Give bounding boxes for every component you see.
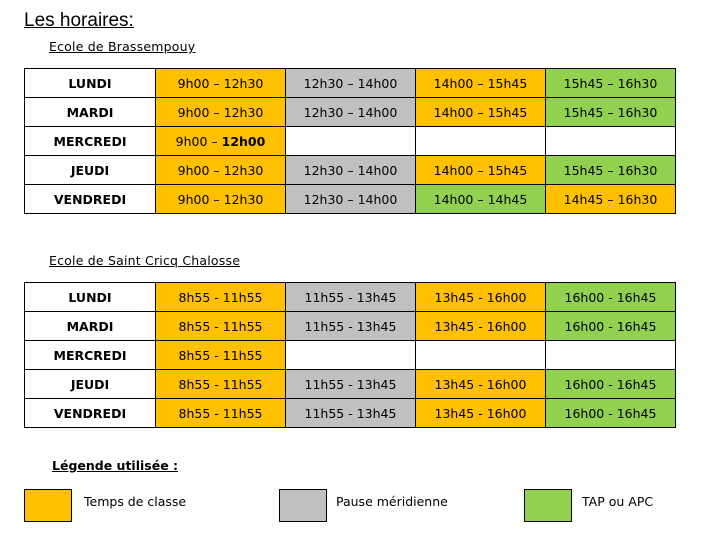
time-slot-cell: [156, 399, 286, 428]
schedule-table-saint-cricq: [24, 282, 676, 428]
time-slot-text: 14h00 – 14h45: [433, 191, 528, 207]
time-slot-text: 16h00 - 16h45: [564, 405, 657, 421]
time-slot-cell: [416, 341, 546, 370]
day-cell: VENDREDI: [25, 185, 156, 214]
time-slot-text: 11h55 - 13h45: [304, 376, 397, 392]
time-slot-text: 9h00 –: [175, 133, 222, 149]
time-slot-text: 9h00 – 12h30: [177, 162, 264, 178]
time-slot-cell: [156, 283, 286, 312]
legend-swatch-pause: [279, 489, 327, 522]
time-slot-cell: [416, 312, 546, 341]
time-slot-cell: [416, 185, 546, 214]
time-slot-cell: [546, 399, 676, 428]
time-slot-text: 13h45 - 16h00: [434, 289, 527, 305]
time-slot-text: 8h55 - 11h55: [178, 405, 263, 421]
schedule-row: [25, 185, 676, 214]
time-slot-text: 8h55 - 11h55: [178, 289, 263, 305]
time-slot-cell: [286, 127, 416, 156]
time-slot-text: 12h30 – 14h00: [303, 75, 398, 91]
time-slot-text: 15h45 – 16h30: [563, 162, 658, 178]
time-slot-bold-text: 12h00: [221, 133, 266, 149]
time-slot-cell: [416, 69, 546, 98]
time-slot-cell: [416, 98, 546, 127]
time-slot-cell: [286, 156, 416, 185]
day-cell: MARDI: [25, 312, 156, 341]
time-slot-text: 16h00 - 16h45: [564, 289, 657, 305]
time-slot-cell: [286, 98, 416, 127]
legend-title: Légende utilisée :: [52, 458, 179, 473]
page-title: Les horaires:: [24, 10, 134, 31]
time-slot-text: 14h00 – 15h45: [433, 162, 528, 178]
time-slot-text: 14h00 – 15h45: [433, 75, 528, 91]
time-slot-cell: [546, 312, 676, 341]
time-slot-cell: [546, 98, 676, 127]
schedule-row: [25, 283, 676, 312]
legend-label-tap: TAP ou APC: [582, 494, 654, 509]
time-slot-cell: [286, 185, 416, 214]
time-slot-text: 15h45 – 16h30: [563, 104, 658, 120]
time-slot-text: 13h45 - 16h00: [434, 318, 527, 334]
time-slot-cell: [156, 127, 286, 156]
time-slot-cell: [156, 341, 286, 370]
time-slot-cell: [286, 283, 416, 312]
time-slot-text: 13h45 - 16h00: [434, 405, 527, 421]
time-slot-cell: [546, 341, 676, 370]
time-slot-cell: [416, 283, 546, 312]
day-cell: MERCREDI: [25, 127, 156, 156]
schedule-row: [25, 312, 676, 341]
time-slot-cell: [156, 370, 286, 399]
time-slot-text: 12h30 – 14h00: [303, 162, 398, 178]
legend-swatch-tap: [524, 489, 572, 522]
time-slot-text: 13h45 - 16h00: [434, 376, 527, 392]
time-slot-cell: [286, 69, 416, 98]
time-slot-cell: [416, 156, 546, 185]
time-slot-text: 12h30 – 14h00: [303, 191, 398, 207]
time-slot-text: 11h55 - 13h45: [304, 289, 397, 305]
time-slot-text: 16h00 - 16h45: [564, 376, 657, 392]
time-slot-text: 9h00 – 12h30: [177, 104, 264, 120]
time-slot-text: 14h00 – 15h45: [433, 104, 528, 120]
time-slot-cell: [156, 156, 286, 185]
time-slot-text: 15h45 – 16h30: [563, 75, 658, 91]
legend-label-class: Temps de classe: [84, 494, 187, 509]
time-slot-cell: [156, 69, 286, 98]
time-slot-cell: [156, 185, 286, 214]
schedule-row: [25, 69, 676, 98]
time-slot-text: 12h30 – 14h00: [303, 104, 398, 120]
day-cell: MERCREDI: [25, 341, 156, 370]
schedule-table-brassempouy: [24, 68, 676, 214]
time-slot-cell: [286, 370, 416, 399]
time-slot-text: 8h55 - 11h55: [178, 376, 263, 392]
time-slot-cell: [546, 283, 676, 312]
legend-label-pause: Pause méridienne: [336, 494, 448, 509]
schedule-row: [25, 370, 676, 399]
legend-swatch-class: [24, 489, 72, 522]
time-slot-cell: [156, 98, 286, 127]
time-slot-text: 11h55 - 13h45: [304, 318, 397, 334]
time-slot-cell: [416, 370, 546, 399]
time-slot-cell: [416, 399, 546, 428]
day-cell: VENDREDI: [25, 399, 156, 428]
time-slot-cell: [546, 127, 676, 156]
time-slot-cell: [546, 69, 676, 98]
schedule-row: [25, 341, 676, 370]
time-slot-text: 8h55 - 11h55: [178, 318, 263, 334]
day-cell: MARDI: [25, 98, 156, 127]
time-slot-text: 9h00 – 12h30: [177, 75, 264, 91]
time-slot-cell: [546, 185, 676, 214]
school-name-saint-cricq: Ecole de Saint Cricq Chalosse: [49, 253, 241, 268]
time-slot-text: 8h55 - 11h55: [178, 347, 263, 363]
schedule-row: [25, 127, 676, 156]
time-slot-text: 14h45 – 16h30: [563, 191, 658, 207]
time-slot-text: 11h55 - 13h45: [304, 405, 397, 421]
time-slot-cell: [286, 399, 416, 428]
time-slot-cell: [416, 127, 546, 156]
day-cell: JEUDI: [25, 156, 156, 185]
time-slot-text: 9h00 – 12h30: [177, 191, 264, 207]
schedule-row: [25, 156, 676, 185]
schedule-row: [25, 98, 676, 127]
day-cell: LUNDI: [25, 69, 156, 98]
school-name-brassempouy: Ecole de Brassempouy: [49, 39, 196, 54]
time-slot-cell: [286, 341, 416, 370]
schedule-row: [25, 399, 676, 428]
time-slot-cell: [546, 370, 676, 399]
time-slot-cell: [546, 156, 676, 185]
time-slot-cell: [156, 312, 286, 341]
time-slot-text: 16h00 - 16h45: [564, 318, 657, 334]
day-cell: LUNDI: [25, 283, 156, 312]
time-slot-cell: [286, 312, 416, 341]
day-cell: JEUDI: [25, 370, 156, 399]
